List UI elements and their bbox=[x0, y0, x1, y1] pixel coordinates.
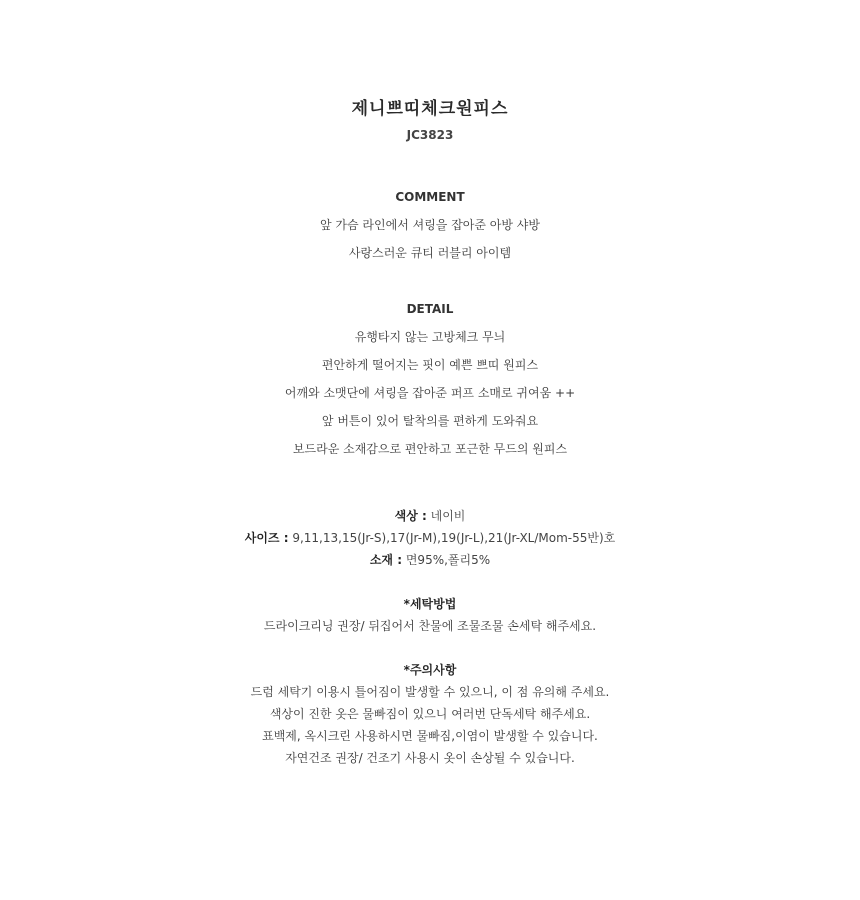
spec-color bbox=[0, 508, 860, 524]
spec-material-value: 면95%,폴리5% bbox=[405, 553, 491, 567]
detail-line: 편안하게 떨어지는 핏이 예쁜 쁘띠 원피스 bbox=[321, 358, 539, 372]
comment-line: 사랑스러운 큐티 러블리 아이템 bbox=[348, 246, 512, 260]
product-title: 제니쁘띠체크원피스 bbox=[351, 99, 509, 119]
spec-size-value: 9,11,13,15(Jr-S),17(Jr-M),19(Jr-L),21(Jr-XL/Mom-55반)호 bbox=[292, 531, 616, 545]
spec-material bbox=[0, 552, 860, 568]
caution-line: 색상이 진한 옷은 물빠짐이 있으니 여러번 단독세탁 해주세요. bbox=[269, 707, 591, 721]
caution-line: 표백제, 옥시크린 사용하시면 물빠짐,이염이 발생할 수 있습니다. bbox=[262, 729, 598, 743]
detail-line: 유행타지 않는 고방체크 무늬 bbox=[354, 330, 506, 344]
detail-line: 보드라운 소재감으로 편안하고 포근한 무드의 원피스 bbox=[292, 442, 568, 456]
detail-line: 어깨와 소맷단에 셔링을 잡아준 퍼프 소매로 귀여움 ++ bbox=[284, 386, 576, 400]
detail-heading: DETAIL bbox=[406, 302, 454, 316]
caution-heading: *주의사항 bbox=[403, 663, 457, 677]
washing-heading: *세탁방법 bbox=[403, 597, 457, 611]
spec-color-label: 색상 : bbox=[394, 509, 427, 523]
detail-line: 앞 버튼이 있어 탈착의를 편하게 도와줘요 bbox=[321, 414, 539, 428]
spec-material-label: 소재 : bbox=[369, 553, 403, 567]
comment-heading: COMMENT bbox=[395, 190, 465, 204]
product-code: JC3823 bbox=[406, 128, 454, 142]
caution-line: 자연건조 권장/ 건조기 사용시 옷이 손상될 수 있습니다. bbox=[285, 751, 575, 765]
spec-color-value: 네이비 bbox=[430, 509, 466, 523]
spec-size bbox=[0, 530, 860, 546]
spec-size-label: 사이즈 : bbox=[244, 531, 289, 545]
caution-line: 드럼 세탁기 이용시 틀어짐이 발생할 수 있으니, 이 점 유의해 주세요. bbox=[250, 685, 610, 699]
comment-line: 앞 가슴 라인에서 셔링을 잡아준 아방 샤방 bbox=[320, 218, 540, 232]
washing-line: 드라이크리닝 권장/ 뒤집어서 찬물에 조물조물 손세탁 해주세요. bbox=[263, 619, 597, 633]
